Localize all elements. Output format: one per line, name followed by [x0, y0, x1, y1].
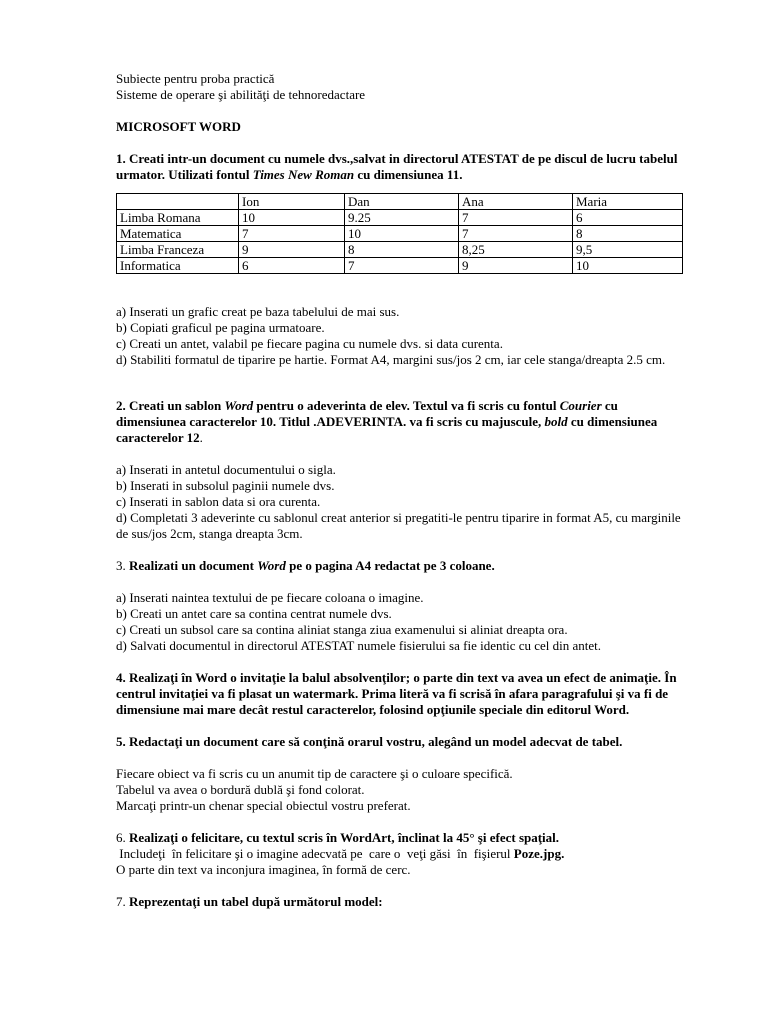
- table-cell: 7: [459, 226, 573, 242]
- section-title: MICROSOFT WORD: [116, 119, 241, 134]
- grades-table: [116, 193, 683, 274]
- table-cell: 6: [573, 210, 683, 226]
- table-cell: 6: [239, 258, 345, 274]
- list-item: c) Creati un subsol care sa contina aliniat stanga ziua examenului si aliniat dreapta ora.: [116, 622, 568, 637]
- document-page: [116, 71, 682, 910]
- list-item: b) Copiati graficul pe pagina urmatoare.: [116, 320, 325, 335]
- table-header-cell: Dan: [345, 194, 459, 210]
- table-cell: 9: [459, 258, 573, 274]
- table-row: [117, 210, 683, 226]
- list-item: b) Creati un antet care sa contina centrat numele dvs.: [116, 606, 392, 621]
- question-2: 2. Creati un sablon Word pentru o adeverinta de elev. Textul va fi scris cu fontul Courier cu dimensiunea caracterelor 10. Titlul .ADEVERINTA. va fi scris cu majuscule, bold cu dimensiunea caracterelor 12.: [116, 398, 658, 445]
- table-row: [117, 242, 683, 258]
- list-item: a) Inserati un grafic creat pe baza tabelului de mai sus.: [116, 304, 400, 319]
- table-header-cell: Ion: [239, 194, 345, 210]
- table-cell: 9.25: [345, 210, 459, 226]
- list-item: a) Inserati in antetul documentului o sigla.: [116, 462, 336, 477]
- list-item: de sus/jos 2cm, stanga dreapta 3cm.: [116, 526, 303, 541]
- table-cell: 7: [459, 210, 573, 226]
- question-3: 3. Realizati un document Word pe o pagina A4 redactat pe 3 coloane.: [116, 558, 495, 573]
- question-5: 5. Redactaţi un document care să conţină orarul vostru, alegând un model adecvat de tabel.: [116, 734, 623, 749]
- table-header-row: [117, 194, 683, 210]
- list-item: d) Stabiliti formatul de tiparire pe hartie. Format A4, margini sus/jos 2 cm, iar cele stanga/dreapta 2.5 cm.: [116, 352, 666, 367]
- list-item: Tabelul va avea o bordură dublă şi fond colorat.: [116, 782, 365, 797]
- table-cell: 7: [239, 226, 345, 242]
- question-5-tasks: [116, 766, 682, 814]
- table-cell: 9,5: [573, 242, 683, 258]
- header-line-1: Subiecte pentru proba practică: [116, 71, 275, 86]
- list-item: d) Completati 3 adeverinte cu sablonul creat anterior si pregatiti-le pentru tiparire in format A5, cu marginile: [116, 510, 681, 525]
- table-row: [117, 258, 683, 274]
- table-cell: 10: [573, 258, 683, 274]
- table-row: [117, 226, 683, 242]
- question-6-line-3: O parte din text va inconjura imaginea, în formă de cerc.: [116, 862, 411, 877]
- table-header-cell: Ana: [459, 194, 573, 210]
- table-cell: 9: [239, 242, 345, 258]
- list-item: Marcaţi printr-un chenar special obiectul vostru preferat.: [116, 798, 411, 813]
- question-1-tasks: [116, 304, 682, 368]
- table-cell: Matematica: [117, 226, 239, 242]
- list-item: Fiecare obiect va fi scris cu un anumit tip de caractere şi o culoare specifică.: [116, 766, 513, 781]
- question-6: 6. Realizaţi o felicitare, cu textul scris în WordArt, înclinat la 45° şi efect spaţial.: [116, 830, 560, 845]
- list-item: d) Salvati documentul in directorul ATESTAT numele fisierului sa fie identic cu cel din antet.: [116, 638, 602, 653]
- question-1: 1. Creati intr-un document cu numele dvs.,salvat in directorul ATESTAT de pe discul de lucru tabelul urmator. Utilizati fontul Times New Roman cu dimensiunea 11.: [116, 151, 678, 182]
- question-6-line-2: Includeţi în felicitare şi o imagine adecvată pe care o veţi găsi în fişierul Poze.jpg.: [116, 846, 565, 861]
- list-item: c) Creati un antet, valabil pe fiecare pagina cu numele dvs. si data curenta.: [116, 336, 503, 351]
- table-header-cell: [117, 194, 239, 210]
- table-cell: 7: [345, 258, 459, 274]
- table-cell: 10: [345, 226, 459, 242]
- table-cell: Informatica: [117, 258, 239, 274]
- document-header: [116, 71, 682, 103]
- question-2-tasks: [116, 462, 682, 542]
- table-cell: Limba Franceza: [117, 242, 239, 258]
- table-cell: 8: [345, 242, 459, 258]
- question-7: 7. Reprezentaţi un tabel după următorul model:: [116, 894, 383, 909]
- list-item: a) Inserati naintea textului de pe fiecare coloana o imagine.: [116, 590, 424, 605]
- table-cell: 8: [573, 226, 683, 242]
- list-item: b) Inserati in subsolul paginii numele dvs.: [116, 478, 335, 493]
- header-line-2: Sisteme de operare şi abilităţi de tehnoredactare: [116, 87, 366, 102]
- table-cell: 8,25: [459, 242, 573, 258]
- table-cell: 10: [239, 210, 345, 226]
- question-3-tasks: [116, 590, 682, 654]
- question-4: 4. Realizaţi în Word o invitaţie la balul absolvenţilor; o parte din text va avea un efect de animaţie. În centrul invitaţiei va fi plasat un watermark. Prima literă va fi scrisă în afara paragrafului şi va fi de dimensiune mai mare decât restul caracterelor, folosind opţiunile speciale din editorul Word.: [116, 670, 677, 717]
- table-header-cell: Maria: [573, 194, 683, 210]
- table-cell: Limba Romana: [117, 210, 239, 226]
- list-item: c) Inserati in sablon data si ora curenta.: [116, 494, 321, 509]
